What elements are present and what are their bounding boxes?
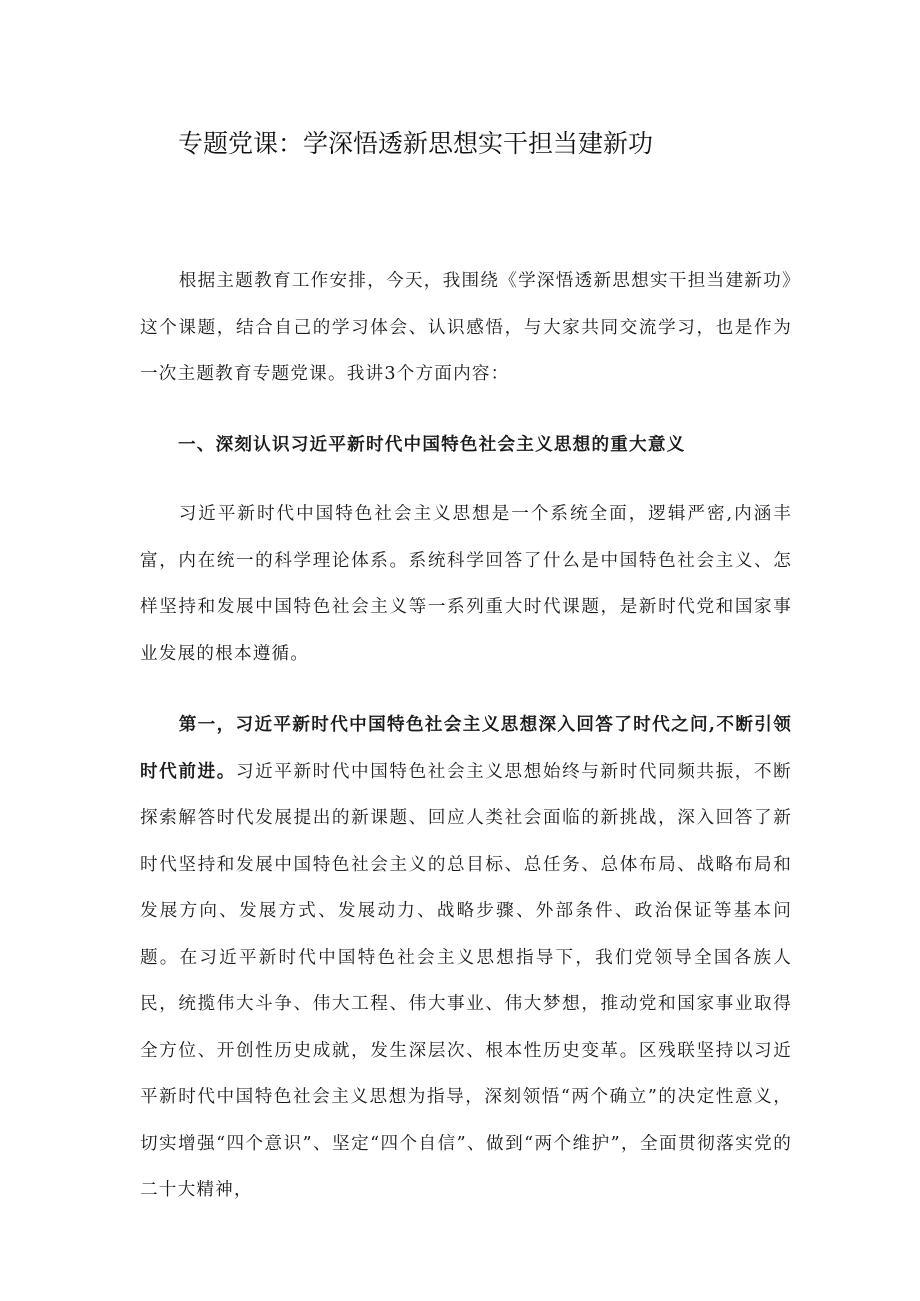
document-title: 专题党课：学深悟透新思想实干担当建新功 xyxy=(178,129,654,158)
point-1-paragraph xyxy=(140,702,792,1214)
section-heading-1: 一、深刻认识习近平新时代中国特色社会主义思想的重大意义 xyxy=(178,434,686,455)
section-1-paragraph: 习近平新时代中国特色社会主义思想是一个系统全面，逻辑严密,内涵丰富，内在统一的科学理论体系。系统科学回答了什么是中国特色社会主义、怎样坚持和发展中国特色社会主义等一系列重大时代课题，是新时代党和国家事业发展的根本遵循。 xyxy=(140,504,792,664)
point-1-body: 习近平新时代中国特色社会主义思想始终与新时代同频共振，不断探索解答时代发展提出的新课题、回应人类社会面临的新挑战，深入回答了新时代坚持和发展中国特色社会主义的总目标、总任务、总体布局、战略布局和发展方向、发展方式、发展动力、战略步骤、外部条件、政治保证等基本问题。在习近平新时代中国特色社会主义思想指导下，我们党领导全国各族人民，统揽伟大斗争、伟大工程、伟大事业、伟大梦想，推动党和国家事业取得全方位、开创性历史成就，发生深层次、根本性历史变革。区残联坚持以习近平新时代中国特色社会主义思想为指导，深刻领悟“两个确立”的决定性意义，切实增强“四个意识”、坚定“四个自信”、做到“两个维护”，全面贯彻落实党的二十大精神， xyxy=(140,761,792,1200)
point-1-lead: 第一，习近平新时代中国特色社会主义思想深入回答了时代之问,不断引领时代前进。 xyxy=(140,714,792,782)
intro-paragraph: 根据主题教育工作安排，今天，我围绕《学深悟透新思想实干担当建新功》这个课题，结合自己的学习体会、认识感悟，与大家共同交流学习，也是作为一次主题教育专题党课。我讲3个方面内容： xyxy=(140,271,792,384)
